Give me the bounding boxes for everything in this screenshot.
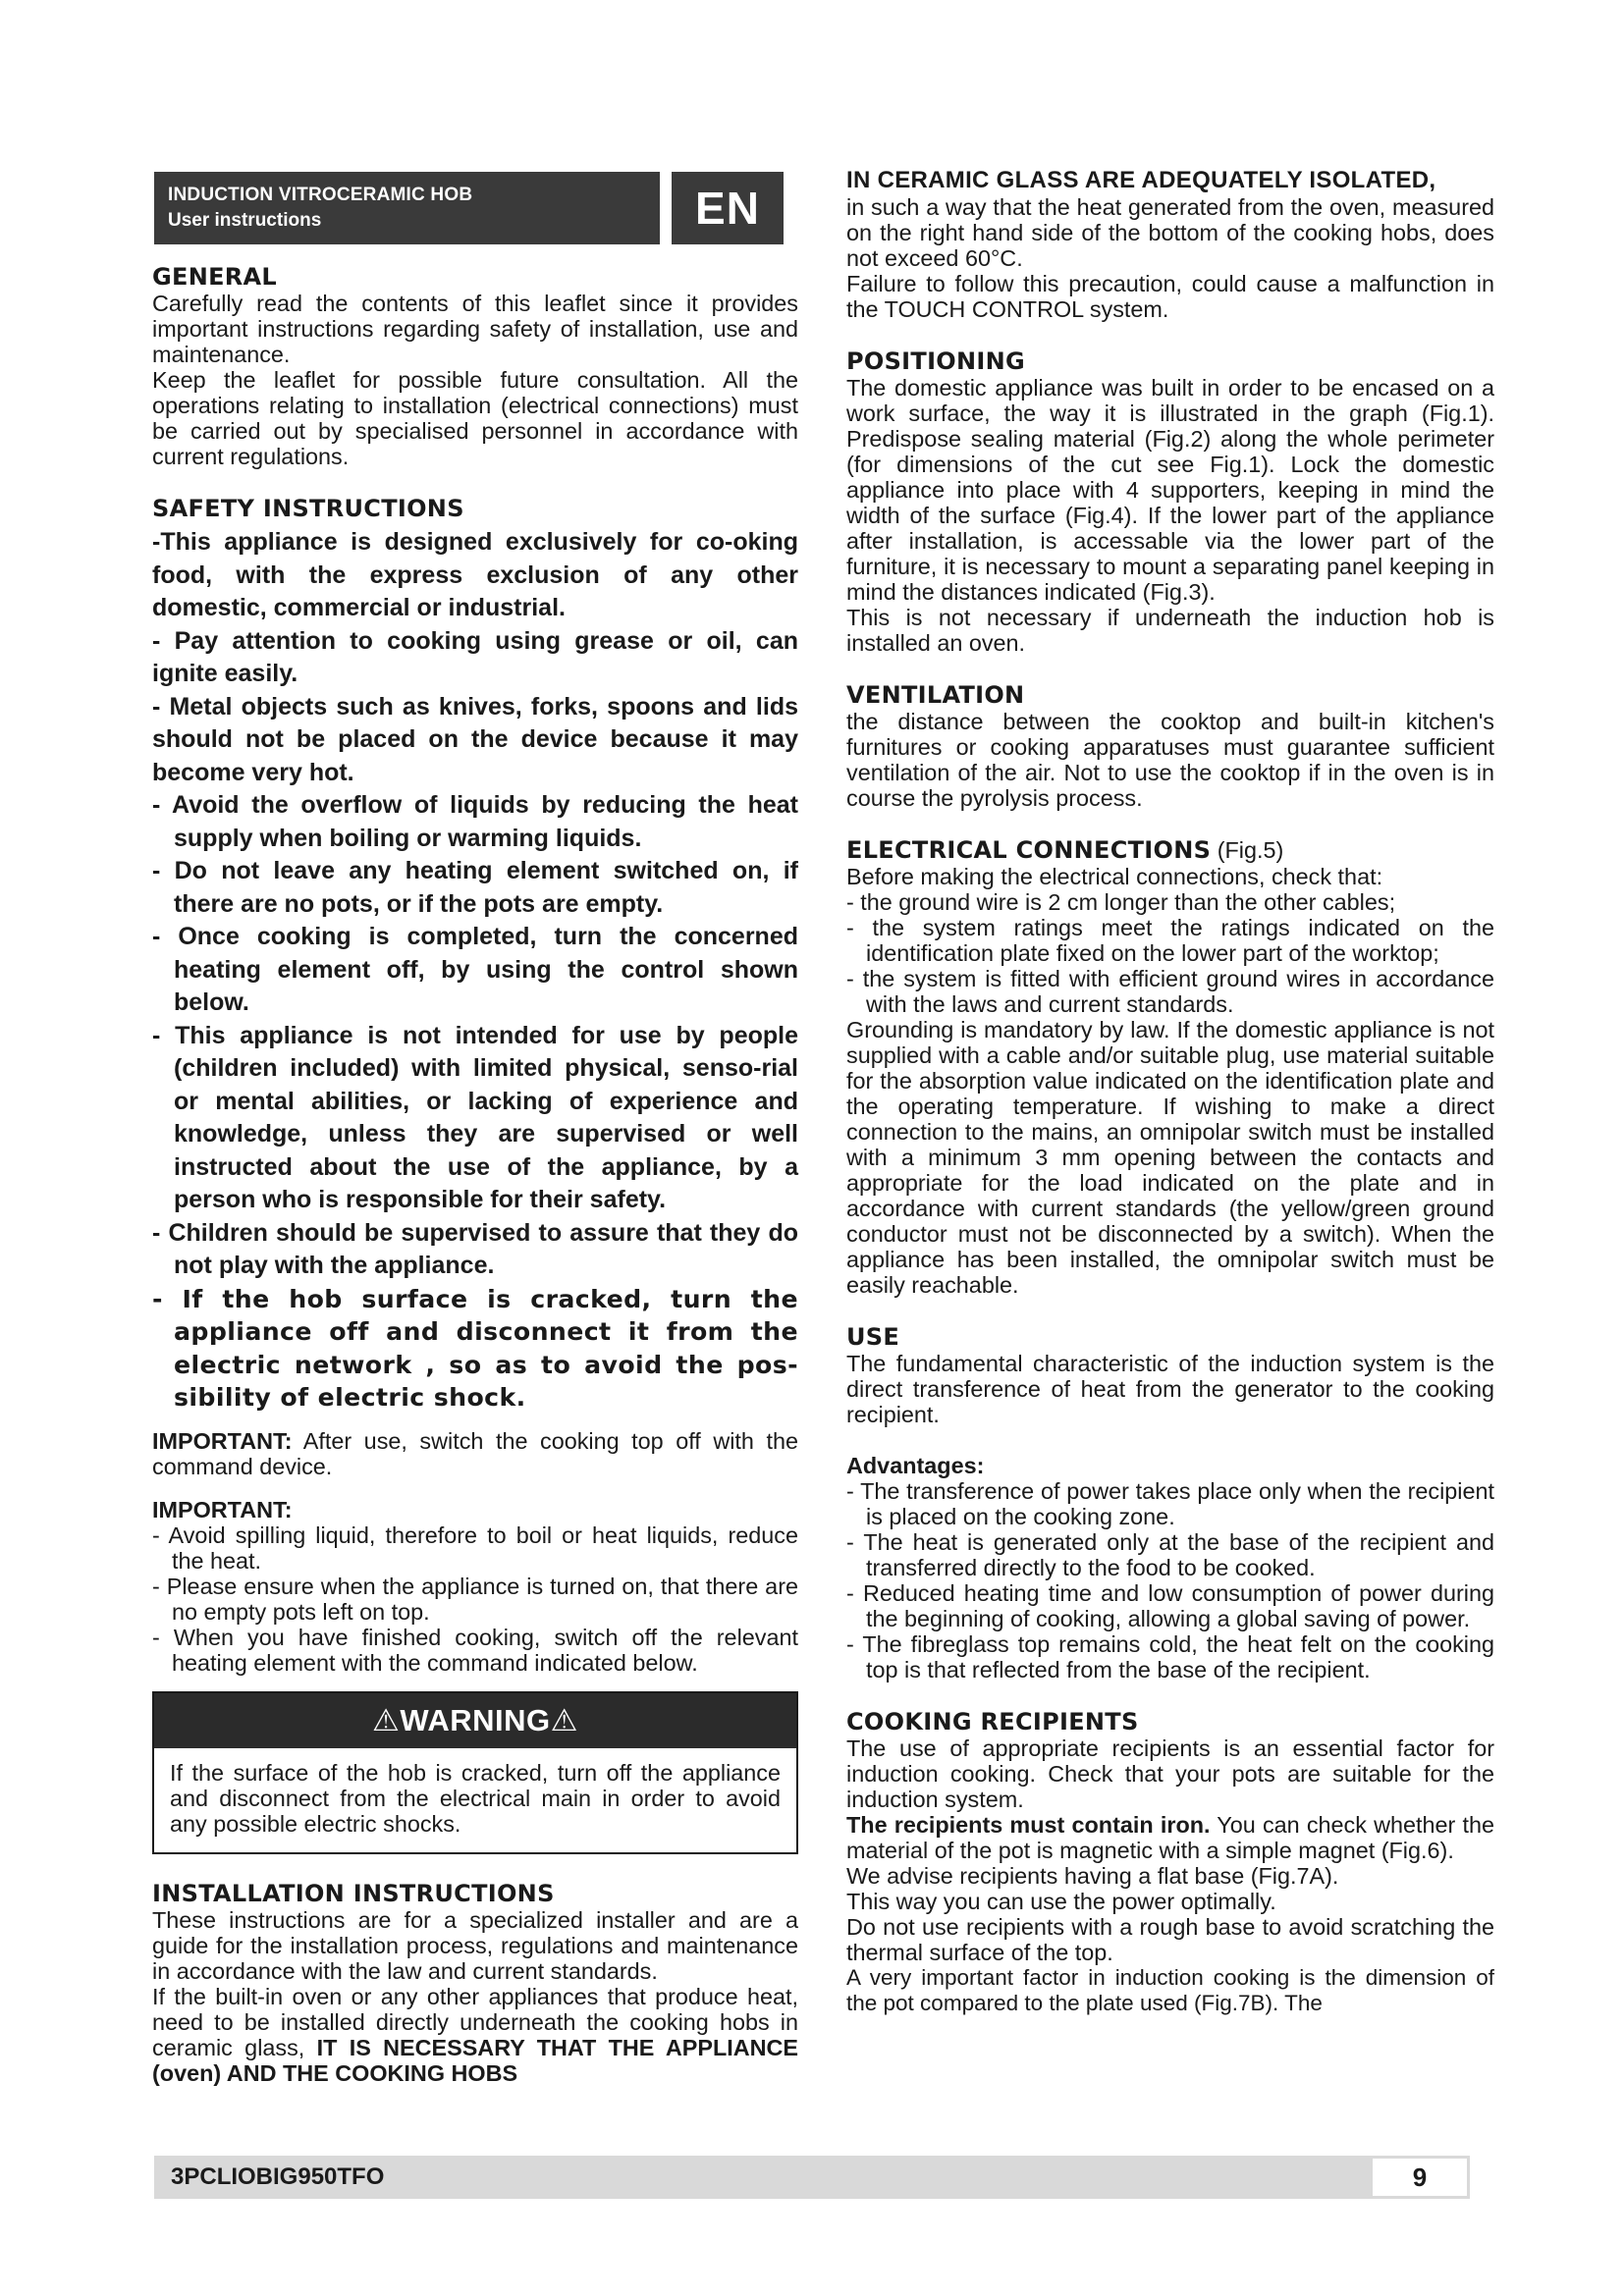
section-use xyxy=(846,1323,1494,1427)
important-label: IMPORTANT: xyxy=(152,1427,293,1454)
important-text: After use, switch the cooking top off with the command device. xyxy=(152,1427,798,1479)
general-paragraph-2: Keep the leaflet for possible future consultation. All the operations relating to installation (electrical connections) must be carried out by specialised personnel in accordance with current regulations. xyxy=(152,367,798,469)
advantage-item: - Reduced heating time and low consumption of power during the beginning of cooking, allowing a global saving of power. xyxy=(846,1580,1494,1631)
warning-text: If the surface of the hob is cracked, turn off the appliance and disconnect from the electrical main in order to avoid any possible electric shocks. xyxy=(170,1759,781,1837)
general-paragraph-1: Carefully read the contents of this leaflet since it provides important instructions regarding safety of installation, use and maintenance. xyxy=(152,291,798,367)
electrical-intro: Before making the electrical connections, check that: xyxy=(846,864,1383,889)
isolation-warning-paragraph: Failure to follow this precaution, could cause a malfunction in the TOUCH CONTROL system. xyxy=(846,271,1494,322)
section-general xyxy=(152,263,798,469)
section-safety xyxy=(152,495,798,1415)
ventilation-heading: VENTILATION xyxy=(846,681,1025,709)
electrical-figure-ref: (Fig.5) xyxy=(1217,837,1284,863)
safety-item: - Avoid the overflow of liquids by reducing the heat supply when boiling or warming liquids. xyxy=(152,791,798,852)
recipients-heading: COOKING RECIPIENTS xyxy=(846,1708,1139,1735)
general-heading: GENERAL xyxy=(152,263,278,291)
electrical-paragraph: Grounding is mandatory by law. If the domestic appliance is not supplied with a cable and/or suitable plug, use material suitable for the absorption value indicated on the identification plate and the operating temperature. If wishing to make a direct connection to the mains, an omnipolar switch must be installed with a minimum 3 mm opening between the contacts and appropriate for the load indicated on the plate and in accordance with current standards (the yellow/green ground conductor must not be disconnected by a switch). When the appliance has been installed, the omnipolar switch must be easily reachable. xyxy=(846,1017,1494,1298)
advantage-item: - The fibreglass top remains cold, the heat felt on the cooking top is that reflected from the base of the recipient. xyxy=(846,1631,1494,1682)
safety-item: - Children should be supervised to assure that they do not play with the appliance. xyxy=(152,1218,798,1279)
important-note-1 xyxy=(152,1428,798,1479)
safety-item: -This appliance is designed exclusively for co-oking food, with the express exclusion of any other domestic, commercial or industrial. xyxy=(152,528,798,621)
page-number: 9 xyxy=(1373,2159,1467,2196)
safety-heading: SAFETY INSTRUCTIONS xyxy=(152,495,464,522)
warning-triangle-icon: ⚠ xyxy=(550,1702,578,1737)
recipients-paragraph-3: We advise recipients having a flat base (Fig.7A). xyxy=(846,1863,1339,1889)
important-item: - When you have finished cooking, switch off the relevant heating element with the command indicated below. xyxy=(152,1624,798,1676)
footer-model-code: 3PCLIOBIG950TFO xyxy=(171,2163,385,2190)
isolation-emphasis: IN CERAMIC GLASS ARE ADEQUATELY ISOLATED, xyxy=(846,167,1436,193)
positioning-heading: POSITIONING xyxy=(846,347,1026,375)
advantage-item: - The transference of power takes place only when the recipient is placed on the cooking zone. xyxy=(846,1478,1494,1529)
isolation-paragraph: in such a way that the heat generated from the oven, measured on the right hand side of the bottom of the cooking hobs, does not exceed 60°C. xyxy=(846,194,1494,271)
language-badge: EN xyxy=(672,172,784,244)
safety-item: - Do not leave any heating element switched on, if there are no pots, or if the pots are empty. xyxy=(152,857,798,918)
left-column xyxy=(152,263,798,2086)
installation-paragraph-1: These instructions are for a specialized installer and are a guide for the installation process, regulations and maintenance in accordance with the law and current standards. xyxy=(152,1906,798,1984)
positioning-paragraph-1: The domestic appliance was built in order to be encased on a work surface, the way it is illustrated in the graph (Fig.1). Predispose sealing material (Fig.2) along the whole perimeter (for dimensions of the cut see Fig.1). Lock the domestic appliance into place with 4 supporters, keeping in mind the width of the surface (Fig.4). If the lower part of the appliance after installation, is accessable via the lower part of the furniture, it is necessary to mount a separating panel keeping in mind the distances indicated (Fig.3). xyxy=(846,375,1494,605)
recipients-paragraph-4: This way you can use the power optimally. xyxy=(846,1889,1276,1914)
advantages-label: Advantages: xyxy=(846,1453,985,1478)
electrical-check-item: - the system is fitted with efficient ground wires in accordance with the laws and current standards. xyxy=(846,966,1494,1017)
important-item: - Avoid spilling liquid, therefore to boil or heat liquids, reduce the heat. xyxy=(152,1522,798,1574)
document-header xyxy=(154,172,660,244)
electrical-heading: ELECTRICAL CONNECTIONS xyxy=(846,836,1212,864)
right-column xyxy=(846,167,1494,2016)
document-title: INDUCTION VITROCERAMIC HOB xyxy=(168,185,473,205)
installation-heading: INSTALLATION INSTRUCTIONS xyxy=(152,1879,555,1907)
warning-header xyxy=(154,1693,796,1748)
section-isolation-continued xyxy=(846,167,1494,322)
safety-item-emphasis: - If the hob surface is cracked, turn the appliance off and disconnect it from the electric network , so as to avoid the pos-sibility of electric shock. xyxy=(152,1284,798,1412)
important-label: IMPORTANT: xyxy=(152,1496,293,1522)
warning-triangle-icon: ⚠ xyxy=(372,1702,401,1737)
section-installation xyxy=(152,1880,798,2086)
important-note-2 xyxy=(152,1497,798,1676)
use-heading: USE xyxy=(846,1323,900,1351)
section-electrical xyxy=(846,836,1494,1298)
safety-item: - This appliance is not intended for use by people (children included) with limited physical, senso-rial or mental abilities, or lacking of experience and knowledge, unless they are supervised or well instructed about the use of the appliance, by a person who is responsible for their safety. xyxy=(152,1021,798,1213)
recipients-emphasis: The recipients must contain iron. xyxy=(846,1812,1211,1838)
safety-item: - Once cooking is completed, turn the concerned heating element off, by using the control shown below. xyxy=(152,923,798,1016)
section-ventilation xyxy=(846,681,1494,811)
advantage-item: - The heat is generated only at the base of the recipient and transferred directly to the food to be cooked. xyxy=(846,1529,1494,1580)
electrical-check-item: - the ground wire is 2 cm longer than the other cables; xyxy=(846,889,1396,915)
positioning-paragraph-2: This is not necessary if underneath the induction hob is installed an oven. xyxy=(846,605,1494,656)
document-subtitle: User instructions xyxy=(168,210,322,231)
safety-item: - Pay attention to cooking using grease or oil, can ignite easily. xyxy=(152,626,798,687)
ventilation-paragraph: the distance between the cooktop and built-in kitchen's furnitures or cooking apparatuses must guarantee sufficient ventilation of the air. Not to use the cooktop if in the oven is in course the pyrolysis process. xyxy=(846,709,1494,811)
recipients-paragraph-5: Do not use recipients with a rough base to avoid scratching the thermal surface of the top. xyxy=(846,1914,1494,1965)
recipients-paragraph-2: You can check whether the material of the pot is magnetic with a simple magnet (Fig.6). xyxy=(846,1812,1495,1863)
installation-emphasis: IT IS NECESSARY THAT THE APPLIANCE (oven) AND THE COOKING HOBS xyxy=(152,2034,799,2086)
recipients-paragraph-6: A very important factor in induction cooking is the dimension of the pot compared to the plate used (Fig.7B). The xyxy=(846,1965,1494,2015)
installation-paragraph-2: If the built-in oven or any other appliances that produce heat, need to be installed directly underneath the cooking hobs in ceramic glass, xyxy=(152,1983,798,2060)
safety-item: - Metal objects such as knives, forks, spoons and lids should not be placed on the device because it may become very hot. xyxy=(152,692,798,786)
section-positioning xyxy=(846,347,1494,656)
electrical-check-item: - the system ratings meet the ratings indicated on the identification plate fixed on the lower part of the worktop; xyxy=(846,915,1494,966)
section-cooking-recipients xyxy=(846,1708,1494,2016)
section-advantages xyxy=(846,1453,1494,1682)
use-paragraph: The fundamental characteristic of the induction system is the direct transference of heat from the generator to the cooking recipient. xyxy=(846,1351,1494,1427)
important-item: - Please ensure when the appliance is turned on, that there are no empty pots left on top. xyxy=(152,1573,798,1625)
recipients-paragraph-1: The use of appropriate recipients is an essential factor for induction cooking. Check that your pots are suitable for the induction system. xyxy=(846,1735,1494,1812)
warning-title: WARNING xyxy=(400,1702,551,1737)
warning-box xyxy=(152,1691,798,1854)
